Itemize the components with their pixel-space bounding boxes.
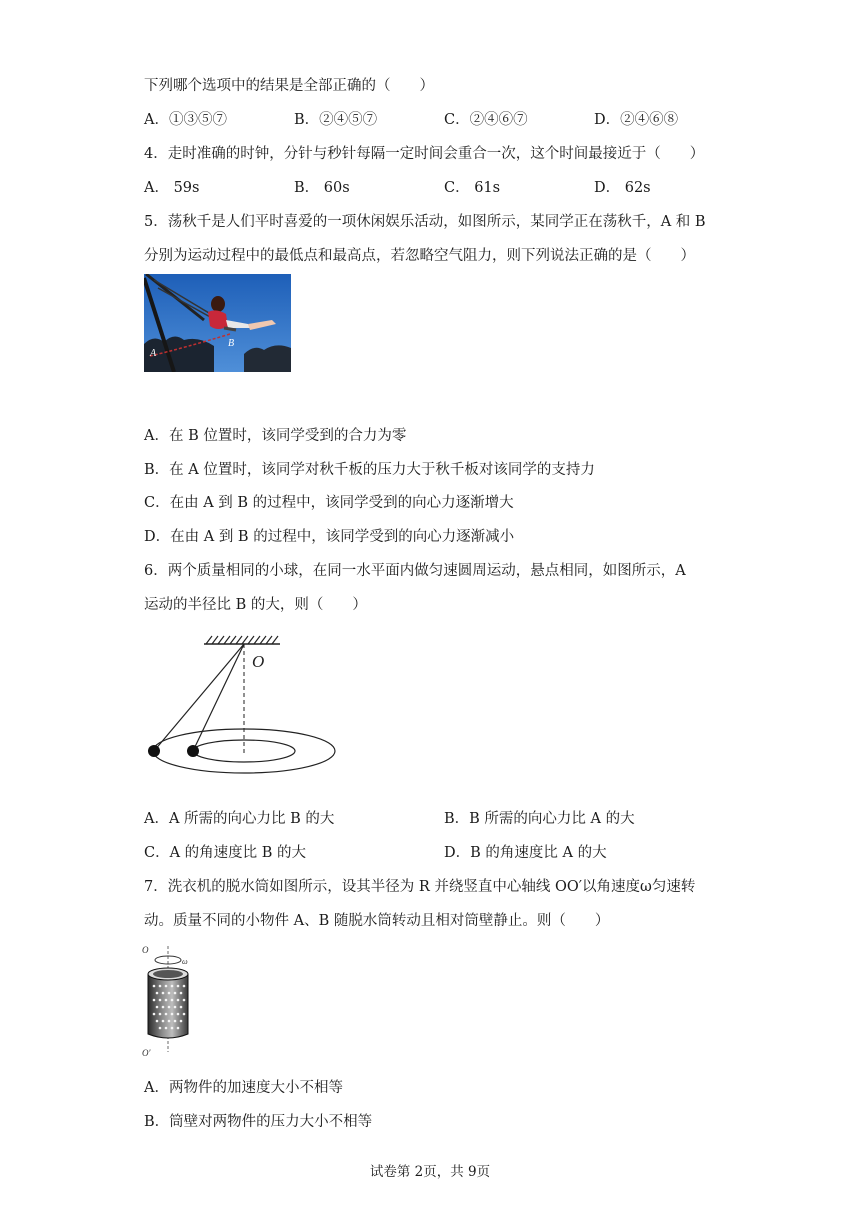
conical-pendulum-diagram — [140, 634, 340, 774]
q7-option-a: A．两物件的加速度大小不相等 — [144, 1080, 343, 1096]
q3-stem: 下列哪个选项中的结果是全部正确的（ ） — [144, 78, 434, 94]
q4-option-d: D． 62s — [594, 180, 651, 196]
q4-option-c: C． 61s — [444, 180, 501, 196]
q4-option-a: A． 59s — [144, 180, 200, 196]
axis-label-top: O — [142, 945, 149, 955]
q7-stem-line1: 7．洗衣机的脱水筒如图所示，设其半径为 R 并绕竖直中心轴线 OO′以角速度ω匀速转 — [144, 879, 696, 895]
q3-option-d: D．②④⑥⑧ — [594, 112, 679, 128]
pivot-label-o: O — [252, 652, 265, 671]
spin-dryer-diagram — [140, 944, 196, 1060]
q7-stem-line2: 动。质量不同的小物件 A、B 随脱水筒转动且相对筒壁静止。则（ ） — [144, 913, 610, 929]
q3-option-a: A．①③⑤⑦ — [144, 112, 227, 128]
q7-option-b: B．筒壁对两物件的压力大小不相等 — [144, 1114, 373, 1130]
q6-option-b: B．B 所需的向心力比 A 的大 — [444, 811, 635, 827]
q3-option-c: C．②④⑥⑦ — [444, 112, 528, 128]
q6-stem-line2: 运动的半径比 B 的大，则（ ） — [144, 597, 367, 613]
q5-option-d: D．在由 A 到 B 的过程中，该同学受到的向心力逐渐减小 — [144, 529, 515, 545]
q4-option-b: B． 60s — [294, 180, 350, 196]
ball-a — [148, 745, 160, 757]
q5-stem-line1: 5．荡秋千是人们平时喜爱的一项休闲娱乐活动，如图所示，某同学正在荡秋千，A 和 B — [144, 214, 706, 230]
q4-stem: 4．走时准确的时钟，分针与秒针每隔一定时间会重合一次，这个时间最接近于（ ） — [144, 146, 705, 162]
swing-label-a: A — [150, 348, 157, 359]
swing-photo — [144, 274, 291, 372]
ball-b — [187, 745, 199, 757]
axis-label-bottom: O′ — [142, 1048, 151, 1058]
swing-label-b: B — [228, 338, 235, 349]
q5-option-a: A．在 B 位置时，该同学受到的合力为零 — [144, 428, 407, 444]
q5-stem-line2: 分别为运动过程中的最低点和最高点，若忽略空气阻力，则下列说法正确的是（ ） — [144, 248, 695, 264]
q6-option-c: C．A 的角速度比 B 的大 — [144, 845, 307, 861]
q6-stem-line1: 6．两个质量相同的小球，在同一水平面内做匀速圆周运动，悬点相同，如图所示，A — [144, 563, 686, 579]
q5-option-b: B．在 A 位置时，该同学对秋千板的压力大于秋千板对该同学的支持力 — [144, 462, 595, 478]
q3-option-b: B．②④⑤⑦ — [294, 112, 378, 128]
omega-label: ω — [182, 957, 188, 966]
q6-option-a: A．A 所需的向心力比 B 的大 — [144, 811, 335, 827]
q6-option-d: D．B 的角速度比 A 的大 — [444, 845, 607, 861]
page-footer: 试卷第 2页，共 9页 — [369, 1164, 491, 1180]
q5-option-c: C．在由 A 到 B 的过程中，该同学受到的向心力逐渐增大 — [144, 495, 514, 511]
